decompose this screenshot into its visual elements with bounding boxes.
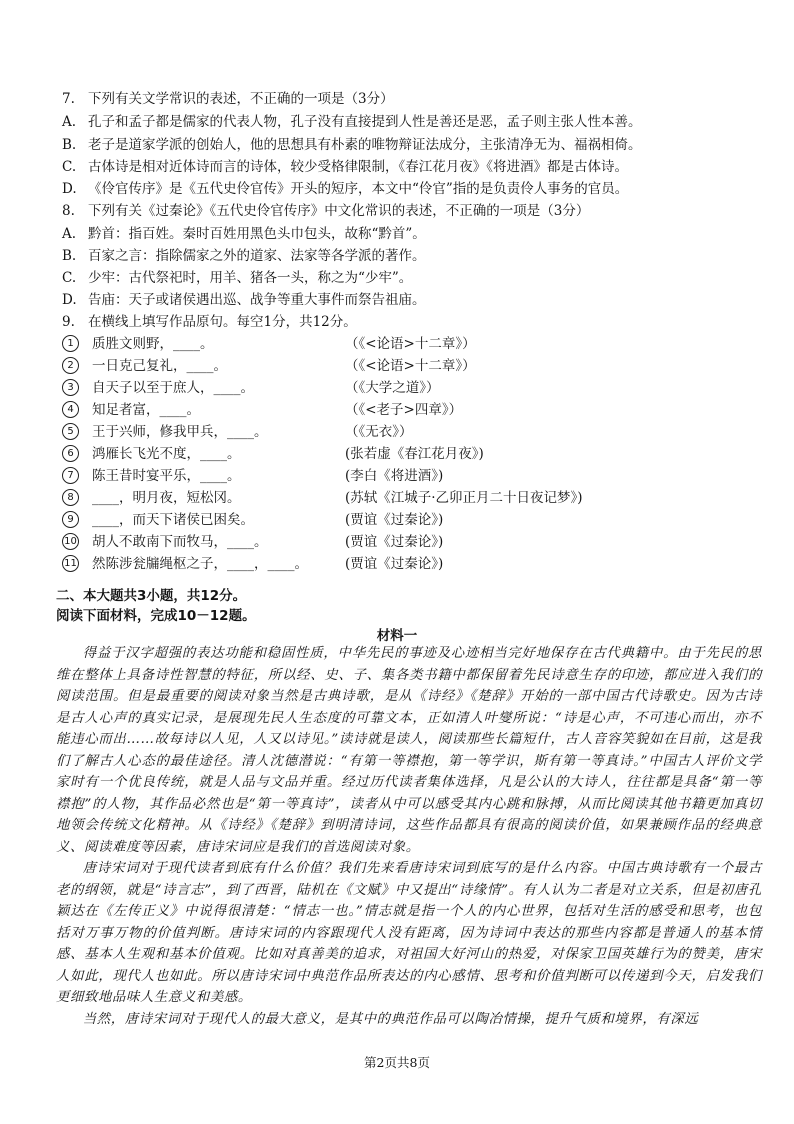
item-number-marker: 6: [62, 445, 79, 462]
fill-blank-text: 王于兴师，修我甲兵，____。: [92, 424, 268, 440]
fill-blank-text: 然陈涉瓮牖绳枢之子，____，____。: [92, 556, 308, 572]
fill-blank-text: 陈王昔时宴平乐，____。: [92, 468, 241, 484]
item-number-marker: 9: [62, 511, 79, 528]
material-paragraph: 得益于汉字超强的表达功能和稳固性质，中华先民的事迹及心迹相当完好地保存在古代典籍中。由于先民的思维在整体上具备诗性智慧的特征，所以经、史、子、集各类书籍中都保留着先民诗意生存的印迹，都应进入我们的阅读范围。但是最重要的阅读对象当然是古典诗歌，是从《诗经》《楚辞》开始的一部中国古代诗歌史。因为古诗是古人心声的真实记录，是展现先民人生态度的可靠文本，正如清人叶燮所说：“诗是心声，不可违心而出，亦不能违心而出……故每诗以人见，人又以诗见。”读诗就是读人，阅读那些长篇短什，古人音容笑貌如在目前，这是我们了解古人心态的最佳途径。清人沈德潜说：“有第一等襟抱，第一等学识，斯有第一等真诗。”中国古人评价文学家时有一个优良传统，就是人品与文品并重。经过历代读者集体选择，凡是公认的大诗人，往往都是具备“第一等襟抱”的人物，其作品必然也是“第一等真诗”，读者从中可以感受其内心跳和脉搏，从而比阅读其他书籍更加真切地领会传统文化精神。从《诗经》《楚辞》到明清诗词，这些作品都具有很高的阅读价值，如果兼顾作品的经典意义、阅读难度等因素，唐诗宋词应是我们的首选阅读对象。: [56, 646, 762, 855]
page-footer: 第2页共8页: [364, 1055, 430, 1070]
fill-blank-text: ____，明月夜，短松冈。: [92, 490, 241, 506]
question-9-number: 9.: [62, 314, 75, 330]
item-number-marker: 2: [62, 357, 79, 374]
fill-source: (张若虚《春江花月夜》): [345, 446, 484, 462]
fill-source: （《无衣》）: [345, 424, 413, 440]
item-number-marker: 3: [62, 379, 79, 396]
fill-source: （《<老子>四章》）: [345, 402, 463, 418]
material-body: [56, 643, 762, 1030]
item-number-marker: 10: [62, 533, 79, 550]
material-paragraph: 唐诗宋词对于现代读者到底有什么价值？我们先来看唐诗宋词到底写的是什么内容。中国古典诗歌有一个最古老的纲领，就是“诗言志”，到了西晋，陆机在《文赋》中又提出“诗缘情”。有人认为二者是对立关系，但是初唐孔颖达在《左传正义》中说得很清楚：“情志一也。”情志就是指一个人的内心世界，包括对生活的感受和思考，也包括对万事万物的价值判断。唐诗宋词的内容跟现代人没有距离，因为诗词中表达的那些内容都是普通人的基本情感、基本人生观和基本价值观。比如对真善美的追求，对祖国大好河山的热爱，对保家卫国英雄行为的赞美，唐宋人如此，现代人也如此。所以唐诗宋词中典范作品所表达的内心感情、思考和价值判断可以传递到今天，启发我们更细致地品味人生意义和美感。: [56, 861, 762, 1005]
question-7-stem: 下列有关文学常识的表述，不正确的一项是（3分）: [88, 91, 394, 107]
fill-blank-text: ____，而天下诸侯已困矣。: [92, 512, 254, 528]
question-8-number: 8.: [62, 203, 75, 219]
material-title: 材料一: [376, 628, 418, 644]
question-9-stem: 在横线上填写作品原句。每空1分，共12分。: [88, 314, 357, 330]
fill-source: （《<论语>十二章》）: [345, 358, 476, 374]
fill-source: (贾谊《过秦论》): [345, 534, 444, 550]
item-number-marker: 7: [62, 467, 79, 484]
section-2-instruction: 阅读下面材料，完成10－12题。: [56, 608, 256, 624]
fill-blank-text: 知足者富，____。: [92, 402, 200, 418]
fill-source: (贾谊《过秦论》): [345, 512, 444, 528]
fill-blank-text: 自天子以至于庶人，____。: [92, 380, 254, 396]
material-paragraph: 当然，唐诗宋词对于现代人的最大意义，是其中的典范作品可以陶冶情操，提升气质和境界，有深远: [82, 1011, 699, 1027]
exam-page: 7. 下列有关文学常识的表述，不正确的一项是（3分） A. 孔子和孟子都是儒家的代表人物，孔子没有直接提到人性是善还是恶，孟子则主张人性本善。 B. 老子是道家学派的创始人，他的思想具有朴素的唯物辩证法成分，主张清净无为、福祸相倚。 C. 古体诗是相对近体诗而言的诗体，较少受格律限制，《春江花月夜》《将进酒》都是古体诗。 D. 《伶官传序》是《五代史伶官传》开头的短序，本文中“伶官”指的是负责伶人事务的官员。 8. 下列有关《过秦论》《五代史伶官传序》中文化常识的表述，不正确的一项是（3分） A. 黔首：指百姓。秦时百姓用黑色头巾包头，故称“黔首”。 B. 百家之言：指除儒家之外的道家、法家等各学派的著作。 C. 少牢：古代祭祀时，用羊、猪各一头，称之为“少牢”。 D. 告庙：天子或诸侯遇出巡、战争等重大事件而祭告祖庙。 9. 在横线上填写作品原句。每空1分，共12分。 1 质胜文则野，____。 （《<论语>十二章》） 2 一日克己复礼，____。 （《<论语>十二章》） 3 自天子以至于庶人，____。 （《大学之道》） 4 知足者富，____。 （《<老子>四章》） 5 王于兴师，修我甲兵，____。 （《无衣》） 6 鸿雁长飞光不度，____。 (张若虚《春江花月夜》) 7 陈王昔时宴平乐，____。 (李白《将进酒》) 8 ____，明月夜，短松冈。 (苏轼《江城子·乙卯正月二十日夜记梦》) 9 ____，而天下诸侯已困矣。 (贾谊《过秦论》) 10 胡人不敢南下而牧马，____。 (贾谊《过秦论》) 11 然陈涉瓮牖绳枢之子，____，____。 (贾谊《过秦论》) 二、本大题共3小题，共12分。 阅读下面材料，完成10－12题。 材料一 得益于汉字超强的表达功能和稳固性质，中华先民的事迹及心迹相当完好地保存在古代典籍中。由于先民的思维在整体上具备诗性智慧的特征，所以经、史、子、集各类书籍中都保留着先民诗意生存的印迹，都应进入我们的阅读范围。但是最重要的阅读对象当然是古典诗歌，是从《诗经》《楚辞》开始的一部中国古代诗歌史。因为古诗是古人心声的真实记录，是展现先民人生态度的可靠文本，正如清人叶燮所说：“诗是心声，不可违心而出，亦不能违心而出……故每诗以人见，人又以诗见。”读诗就是读人，阅读那些长篇短什，古人音容笑貌如在目前，这是我们了解古人心态的最佳途径。清人沈德潜说：“有第一等襟抱，第一等学识，斯有第一等真诗。”中国古人评价文学家时有一个优良传统，就是人品与文品并重。经过历代读者集体选择，凡是公认的大诗人，往往都是具备“第一等襟抱”的人物，其作品必然也是“第一等真诗”，读者从中可以感受其内心跳和脉搏，从而比阅读其他书籍更加真切地领会传统文化精神。从《诗经》《楚辞》到明清诗词，这些作品都具有很高的阅读价值，如果兼顾作品的经典意义、阅读难度等因素，唐诗宋词应是我们的首选阅读对象。 唐诗宋词对于现代读者到底有什么价值？我们先来看唐诗宋词到底写的是什么内容。中国古典诗歌有一个最古老的纲领，就是“诗言志”，到了西晋，陆机在《文赋》中又提出“诗缘情”。有人认为二者是对立关系，但是初唐孔颖达在《左传正义》中说得很清楚：“情志一也。”情志就是指一个人的内心世界，包括对生活的感受和思考，也包括对万事万物的价值判断。唐诗宋词的内容跟现代人没有距离，因为诗词中表达的那些内容都是普通人的基本情感、基本人生观和基本价值观。比如对真善美的追求，对祖国大好河山的热爱，对保家卫国英雄行为的赞美，唐宋人如此，现代人也如此。所以唐诗宋词中典范作品所表达的内心感情、思考和价值判断可以传递到今天，启发我们更细致地品味人生意义和美感。 当然，唐诗宋词对于现代人的最大意义，是其中的典范作品可以陶冶情操，提升气质和境界，有深远 第2页共8页: [0, 0, 794, 1124]
fill-blank-text: 一日克己复礼，____。: [92, 358, 227, 374]
fill-source: (李白《将进酒》): [345, 468, 444, 484]
question-7-number: 7.: [62, 91, 75, 107]
fill-blank-text: 鸿雁长飞光不度，____。: [92, 446, 241, 462]
fill-source: (苏轼《江城子·乙卯正月二十日夜记梦》): [345, 490, 583, 506]
fill-source: (贾谊《过秦论》): [345, 556, 444, 572]
item-number-marker: 8: [62, 489, 79, 506]
item-number-marker: 1: [62, 335, 79, 352]
item-number-marker: 5: [62, 423, 79, 440]
question-8-stem: 下列有关《过秦论》《五代史伶官传序》中文化常识的表述，不正确的一项是（3分）: [88, 203, 590, 219]
item-number-marker: 4: [62, 401, 79, 418]
section-2-title: 二、本大题共3小题，共12分。: [56, 588, 247, 604]
fill-blank-text: 胡人不敢南下而牧马，____。: [92, 534, 268, 550]
item-number-marker: 11: [62, 555, 79, 572]
fill-blank-text: 质胜文则野，____。: [92, 336, 214, 352]
fill-source: （《<论语>十二章》）: [345, 336, 476, 352]
fill-source: （《大学之道》）: [345, 380, 440, 396]
